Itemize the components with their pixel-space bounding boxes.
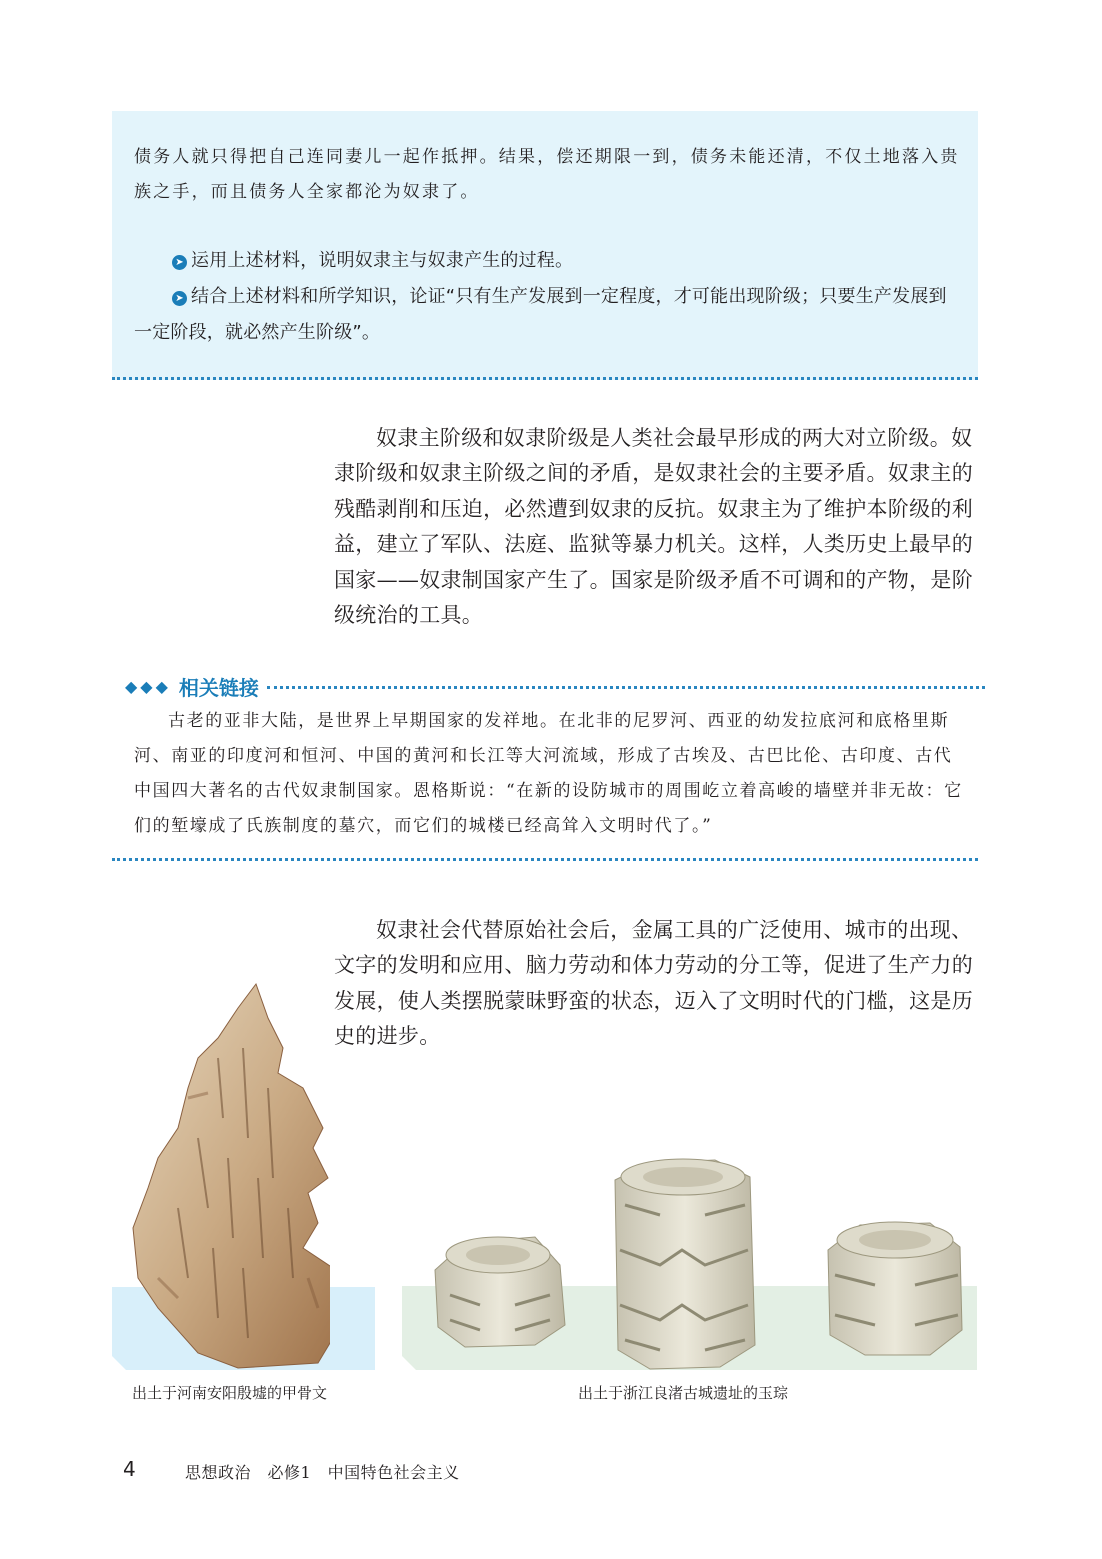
dotted-divider	[112, 377, 978, 380]
body-paragraph: 奴隶主阶级和奴隶阶级是人类社会最早形成的两大对立阶级。奴隶阶级和奴隶主阶级之间的矛盾，是奴隶社会的主要矛盾。奴隶主的残酷剥削和压迫，必然遭到奴隶的反抗。奴隶主为了维护本阶级的利益，建立了军队、法庭、监狱等暴力机关。这样，人类历史上最早的国家——奴隶制国家产生了。国家是阶级矛盾不可调和的产物，是阶级统治的工具。	[334, 426, 973, 628]
jade-caption: 出土于浙江良渚古城遗址的玉琮	[578, 1384, 789, 1402]
jade-cong-middle	[615, 1159, 755, 1369]
dotted-divider	[267, 686, 985, 689]
question-2	[134, 279, 964, 351]
jade-cong-right	[828, 1222, 962, 1355]
oracle-caption: 出土于河南安阳殷墟的甲骨文	[132, 1384, 328, 1402]
related-link-text: 古老的亚非大陆，是世界上早期国家的发祥地。在北非的尼罗河、西亚的幼发拉底河和底格里斯河、南亚的印度河和恒河、中国的黄河和长江等大河流域，形成了古埃及、古巴比伦、古印度、古代中国四大著名的古代奴隶制国家。恩格斯说：“在新的设防城市的周围屹立着高峻的墙壁并非无故：它们的堑壕成了氏族制度的墓穴，而它们的城楼已经高耸入文明时代了。”	[134, 711, 963, 836]
question-2-text: 结合上述材料和所学知识，论证“只有生产发展到一定程度，才可能出现阶级；只要生产发展到一定阶段，就必然产生阶级”。	[134, 286, 947, 343]
body-paragraph: 奴隶社会代替原始社会后，金属工具的广泛使用、城市的出现、文字的发明和应用、脑力劳动和体力劳动的分工等，促进了生产力的发展，使人类摆脱蒙昧野蛮的状态，迈入了文明时代的门槛，这是历史的进步。	[334, 918, 973, 1049]
diamond-icon: ◆◆◆	[125, 676, 171, 696]
page-number: 4	[123, 1457, 136, 1481]
oracle-bone-image	[118, 978, 330, 1370]
question-1-text: 运用上述材料，说明奴隶主与奴隶产生的过程。	[191, 250, 574, 271]
arrow-circle-icon: ➤	[172, 255, 187, 270]
arrow-circle-icon: ➤	[172, 291, 187, 306]
material-text: 债务人就只得把自己连同妻儿一起作抵押。结果，偿还期限一到，债务未能还清，不仅土地落入贵族之手，而且债务人全家都沦为奴隶了。	[134, 147, 960, 202]
jade-cong-left	[435, 1237, 565, 1347]
jade-cong-image	[420, 1155, 980, 1370]
related-link-header	[125, 670, 985, 702]
related-link-title: 相关链接	[178, 675, 259, 700]
question-1	[134, 243, 964, 279]
dotted-divider	[112, 858, 978, 861]
book-title: 思想政治 必修1 中国特色社会主义	[185, 1463, 460, 1482]
